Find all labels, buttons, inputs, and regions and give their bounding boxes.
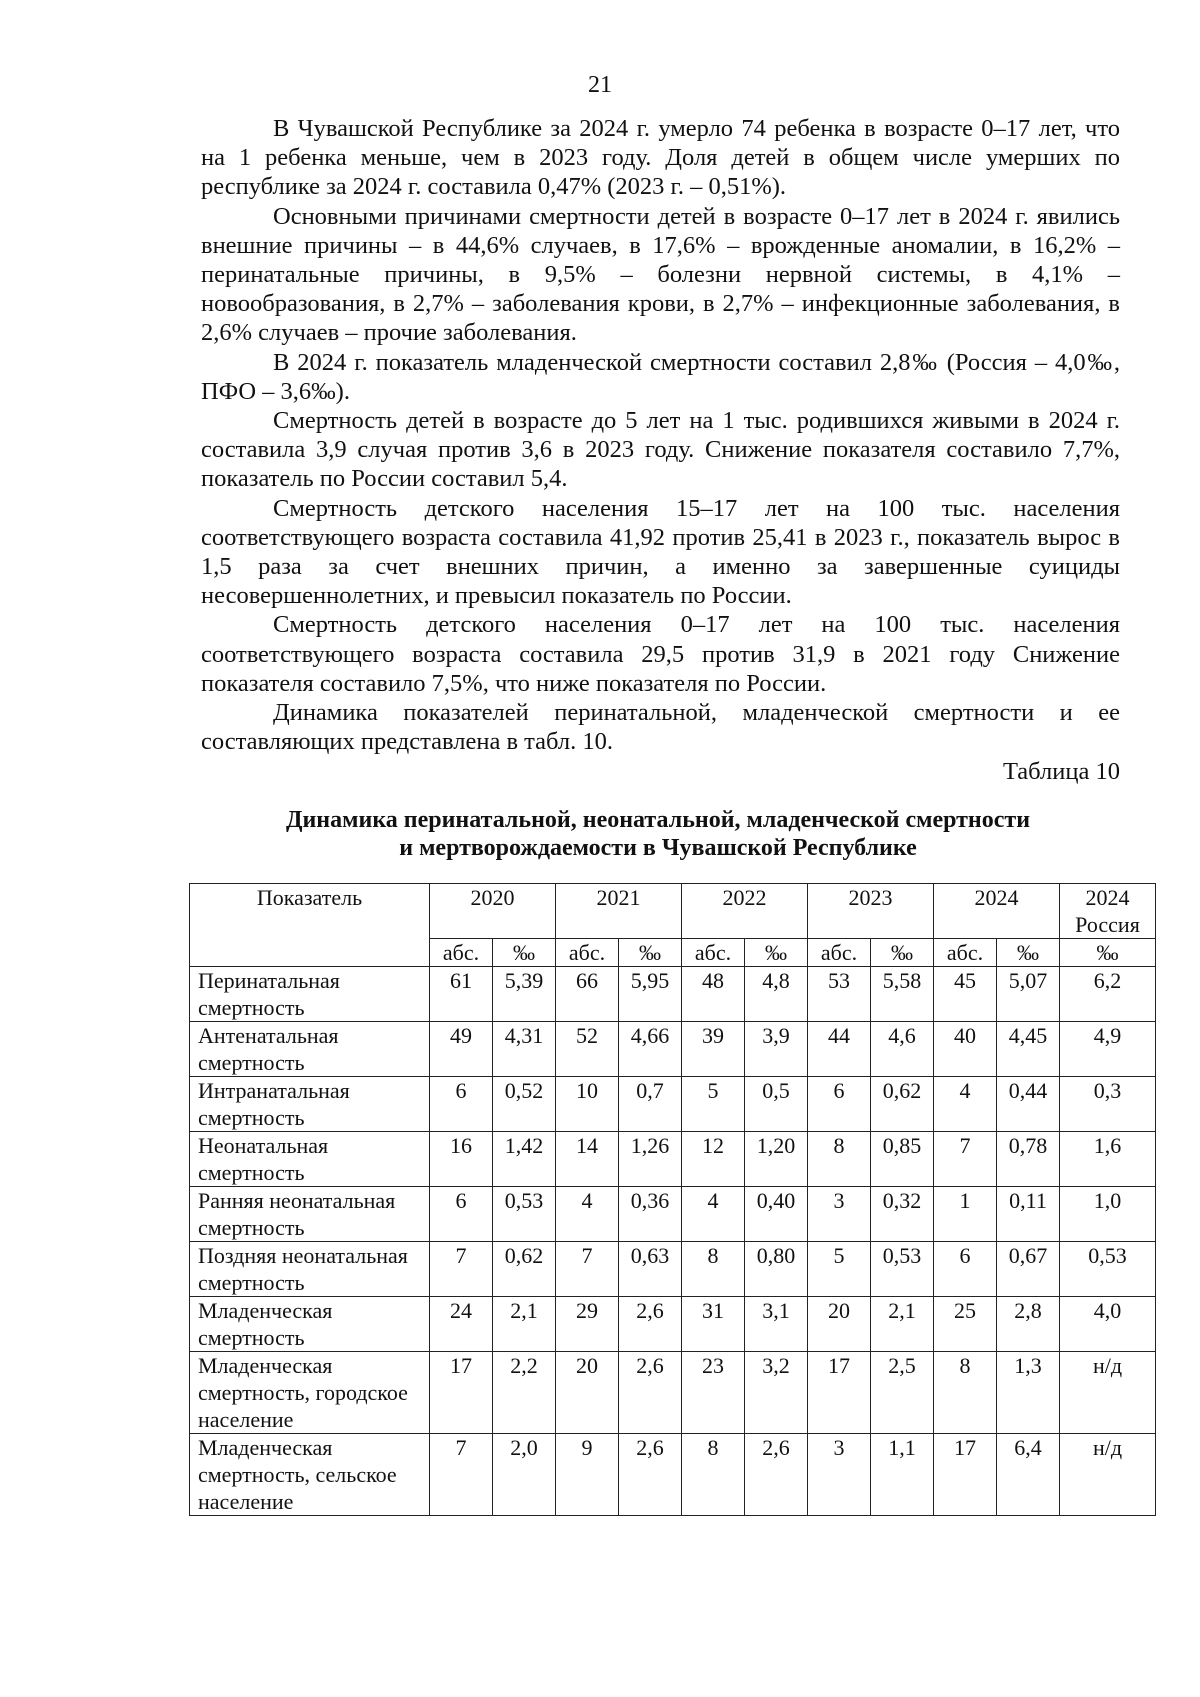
table-cell: 8 [808, 1132, 871, 1187]
table-cell: 4,66 [619, 1022, 682, 1077]
table-title-line: и мертворождаемости в Чувашской Республике [399, 835, 917, 861]
table-cell: 0,52 [493, 1077, 556, 1132]
table-cell: 25 [934, 1297, 997, 1352]
table-cell: 0,53 [1060, 1242, 1156, 1297]
table-row [190, 1077, 1156, 1132]
table-cell: 4,31 [493, 1022, 556, 1077]
header-permille: ‰ [493, 939, 556, 967]
table-cell: 2,6 [619, 1352, 682, 1434]
table-cell: 4 [556, 1187, 619, 1242]
table-cell: 0,63 [619, 1242, 682, 1297]
header-abs: абс. [934, 939, 997, 967]
table-cell: 20 [808, 1297, 871, 1352]
table-cell: 2,8 [997, 1297, 1060, 1352]
table-cell: 2,6 [745, 1434, 808, 1516]
table-cell: 17 [934, 1434, 997, 1516]
table-cell: 3,2 [745, 1352, 808, 1434]
table-cell: 4,9 [1060, 1022, 1156, 1077]
header-year: 2023 [808, 884, 934, 939]
header-year: 2022 [682, 884, 808, 939]
table-cell: 4,0 [1060, 1297, 1156, 1352]
row-label: Неонатальная смертность [190, 1132, 430, 1187]
table-row [190, 967, 1156, 1022]
table-cell: 0,85 [871, 1132, 934, 1187]
table-cell: 4,45 [997, 1022, 1060, 1077]
page-number: 21 [588, 72, 612, 98]
table-caption: Таблица 10 [1002, 758, 1120, 785]
header-permille: ‰ [1060, 939, 1156, 967]
table-title [0, 806, 1200, 862]
table-row [190, 1434, 1156, 1516]
table-cell: 0,44 [997, 1077, 1060, 1132]
table-cell: 5,95 [619, 967, 682, 1022]
table-cell: 2,6 [619, 1434, 682, 1516]
header-abs: абс. [556, 939, 619, 967]
table-cell: 2,0 [493, 1434, 556, 1516]
table-cell: 5,07 [997, 967, 1060, 1022]
header-permille: ‰ [745, 939, 808, 967]
table-row [190, 1242, 1156, 1297]
table-cell: 4 [682, 1187, 745, 1242]
body-text [201, 114, 1120, 756]
table-cell: 12 [682, 1132, 745, 1187]
table-cell: 6 [808, 1077, 871, 1132]
table-cell: 0,7 [619, 1077, 682, 1132]
table-cell: 3,9 [745, 1022, 808, 1077]
table-cell: 44 [808, 1022, 871, 1077]
table-cell: 5 [682, 1077, 745, 1132]
table-cell: 2,6 [619, 1297, 682, 1352]
table-cell: 16 [430, 1132, 493, 1187]
table-cell: 17 [430, 1352, 493, 1434]
header-permille: ‰ [997, 939, 1060, 967]
table-cell: 0,5 [745, 1077, 808, 1132]
table-cell: 3 [808, 1434, 871, 1516]
table-cell: 6,2 [1060, 967, 1156, 1022]
header-year: 2021 [556, 884, 682, 939]
table-cell: 52 [556, 1022, 619, 1077]
header-abs: абс. [808, 939, 871, 967]
table-cell: 7 [556, 1242, 619, 1297]
paragraph: Основными причинами смертности детей в возрасте 0–17 лет в 2024 г. явились внешние причины – в 44,6% случаев, в 17,6% – врожденные аномалии, в 16,2% – перинатальные причины, в 9,5% – болезни нервной системы, в 4,1% – новообразования, в 2,7% – заболевания крови, в 2,7% – инфекционные заболевания, в 2,6% случаев – прочие заболевания. [201, 202, 1120, 347]
table-cell: 40 [934, 1022, 997, 1077]
row-label: Младенческая смертность, городское население [190, 1352, 430, 1434]
table-cell: 8 [934, 1352, 997, 1434]
table-cell: 3 [808, 1187, 871, 1242]
header-abs: абс. [682, 939, 745, 967]
table-cell: н/д [1060, 1352, 1156, 1434]
table-cell: 45 [934, 967, 997, 1022]
table-cell: 0,53 [493, 1187, 556, 1242]
table-cell: 31 [682, 1297, 745, 1352]
table-cell: 7 [934, 1132, 997, 1187]
table-cell: 61 [430, 967, 493, 1022]
row-label: Младенческая смертность [190, 1297, 430, 1352]
table-cell: 3,1 [745, 1297, 808, 1352]
table-cell: 0,36 [619, 1187, 682, 1242]
paragraph: В 2024 г. показатель младенческой смертности составил 2,8‰ (Россия – 4,0‰, ПФО – 3,6‰). [201, 348, 1120, 405]
table-row [190, 1022, 1156, 1077]
table-cell: 0,40 [745, 1187, 808, 1242]
table-cell: 0,78 [997, 1132, 1060, 1187]
table-cell: 8 [682, 1242, 745, 1297]
table-cell: 1,42 [493, 1132, 556, 1187]
header-year: 2024 [934, 884, 1060, 939]
paragraph: Смертность детского населения 0–17 лет на 100 тыс. населения соответствующего возраста составила 29,5 против 31,9 в 2021 году Снижение показателя составило 7,5%, что ниже показателя по России. [201, 611, 1120, 697]
table-cell: 1,6 [1060, 1132, 1156, 1187]
table-cell: 4,8 [745, 967, 808, 1022]
table-cell: 39 [682, 1022, 745, 1077]
table-cell: 1,0 [1060, 1187, 1156, 1242]
table-cell: 9 [556, 1434, 619, 1516]
table-cell: н/д [1060, 1434, 1156, 1516]
table-cell: 49 [430, 1022, 493, 1077]
table-cell: 6 [934, 1242, 997, 1297]
table-cell: 2,1 [493, 1297, 556, 1352]
table-cell: 0,11 [997, 1187, 1060, 1242]
table-cell: 17 [808, 1352, 871, 1434]
table-row [190, 1187, 1156, 1242]
table-cell: 6,4 [997, 1434, 1060, 1516]
table-cell: 23 [682, 1352, 745, 1434]
mortality-table [189, 883, 1156, 1516]
table-cell: 2,2 [493, 1352, 556, 1434]
table-cell: 0,53 [871, 1242, 934, 1297]
header-russia: 2024 Россия [1060, 884, 1156, 939]
table-cell: 1,1 [871, 1434, 934, 1516]
paragraph: Смертность детского населения 15–17 лет на 100 тыс. населения соответствующего возраста составила 41,92 против 25,41 в 2023 г., показатель вырос в 1,5 раза за счет внешних причин, а именно за завершенные суициды несовершеннолетних, и превысил показатель по России. [201, 494, 1120, 610]
table-cell: 1,3 [997, 1352, 1060, 1434]
row-label: Перинатальная смертность [190, 967, 430, 1022]
table-row [190, 1352, 1156, 1434]
table-cell: 0,32 [871, 1187, 934, 1242]
table-row [190, 1132, 1156, 1187]
table-cell: 10 [556, 1077, 619, 1132]
table-cell: 53 [808, 967, 871, 1022]
table-cell: 24 [430, 1297, 493, 1352]
table-cell: 0,80 [745, 1242, 808, 1297]
table-cell: 7 [430, 1242, 493, 1297]
paragraph: В Чувашской Республике за 2024 г. умерло 74 ребенка в возрасте 0–17 лет, что на 1 ребенка меньше, чем в 2023 году. Доля детей в общем числе умерших по республике за 2024 г. составила 0,47% (2023 г. – 0,51%). [201, 115, 1120, 201]
table-cell: 0,67 [997, 1242, 1060, 1297]
table-title-line: Динамика перинатальной, неонатальной, младенческой смертности [285, 807, 1031, 833]
header-indicator: Показатель [190, 884, 430, 967]
table-cell: 2,5 [871, 1352, 934, 1434]
table-cell: 4,6 [871, 1022, 934, 1077]
table-cell: 66 [556, 967, 619, 1022]
row-label: Младенческая смертность, сельское население [190, 1434, 430, 1516]
header-year: 2020 [430, 884, 556, 939]
table-cell: 20 [556, 1352, 619, 1434]
row-label: Ранняя неонатальная смертность [190, 1187, 430, 1242]
header-permille: ‰ [871, 939, 934, 967]
table-cell: 1,26 [619, 1132, 682, 1187]
table-cell: 6 [430, 1077, 493, 1132]
table-row [190, 1297, 1156, 1352]
table-cell: 0,3 [1060, 1077, 1156, 1132]
table-cell: 0,62 [493, 1242, 556, 1297]
row-label: Поздняя неонатальная смертность [190, 1242, 430, 1297]
header-permille: ‰ [619, 939, 682, 967]
paragraph: Смертность детей в возрасте до 5 лет на 1 тыс. родившихся живыми в 2024 г. составила 3,9 случая против 3,6 в 2023 году. Снижение показателя составило 7,7%, показатель по России составил 5,4. [201, 407, 1120, 493]
table-cell: 48 [682, 967, 745, 1022]
paragraph: Динамика показателей перинатальной, младенческой смертности и ее составляющих представлена в табл. 10. [201, 699, 1120, 756]
table-cell: 7 [430, 1434, 493, 1516]
table-cell: 2,1 [871, 1297, 934, 1352]
table-cell: 8 [682, 1434, 745, 1516]
table-cell: 0,62 [871, 1077, 934, 1132]
table-cell: 4 [934, 1077, 997, 1132]
table-cell: 5 [808, 1242, 871, 1297]
header-abs: абс. [430, 939, 493, 967]
table-cell: 14 [556, 1132, 619, 1187]
table-cell: 1 [934, 1187, 997, 1242]
row-label: Интранатальная смертность [190, 1077, 430, 1132]
table-cell: 1,20 [745, 1132, 808, 1187]
table-cell: 29 [556, 1297, 619, 1352]
table-cell: 6 [430, 1187, 493, 1242]
table-cell: 5,39 [493, 967, 556, 1022]
table-cell: 5,58 [871, 967, 934, 1022]
table-header-row [190, 884, 1156, 939]
table-body [190, 967, 1156, 1516]
row-label: Антенатальная смертность [190, 1022, 430, 1077]
